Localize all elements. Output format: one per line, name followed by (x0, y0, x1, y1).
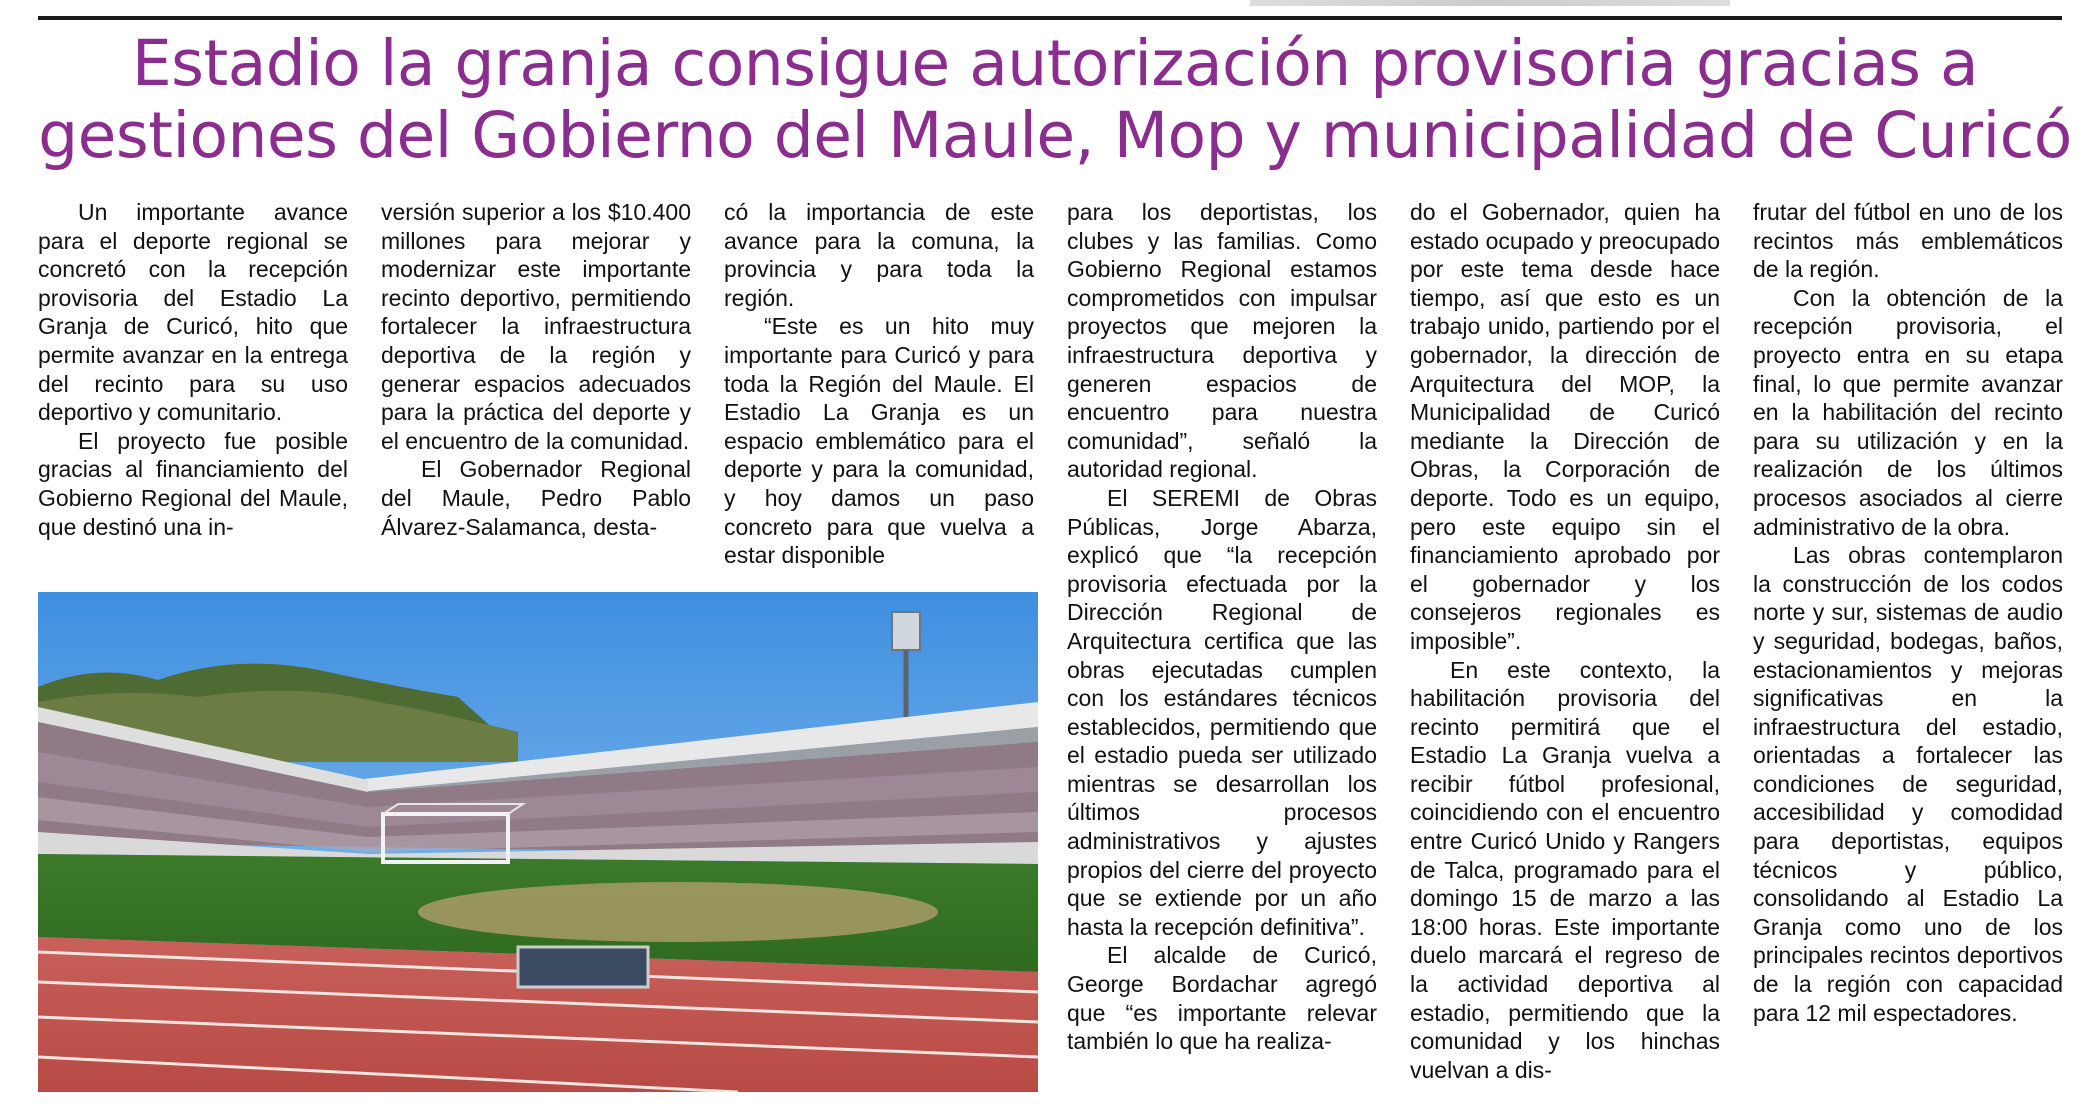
stadium-photo (38, 592, 1038, 1092)
paragraph: El Gobernador Regional del Maule, Pedro Pablo Álvarez-Salamanca, desta- (381, 456, 691, 540)
paragraph: Con la obtención de la recepción provisoria, el proyecto entra en su etapa final, lo que permite avanzar en la habilitación del recinto para su utilización y en la realización de los últimos procesos asociados al cierre administrativo de la obra. (1753, 284, 2063, 540)
paragraph: para los deportistas, los clubes y las familias. Como Gobierno Regional estamos comprometidos con impulsar proyectos que mejoren la infraestructura deportiva y generen espacios de encuentro para nuestra comunidad”, señaló la autoridad regional. (1067, 199, 1377, 483)
article-column-2 (381, 198, 691, 541)
paragraph: Las obras contemplaron la construcción de los codos norte y sur, sistemas de audio y seguridad, bodegas, baños, estacionamientos y mejoras significativas en la infraestructura del estadio, orientadas a fortalecer las condiciones de seguridad, accesibilidad y comodidad para deportistas, equipos técnicos y público, consolidando al Estadio La Granja como uno de los principales recintos deportivos de la región con capacidad para 12 mil espectadores. (1753, 542, 2063, 1026)
stadium-photo-illustration (38, 592, 1038, 1092)
article-column-5 (1410, 198, 1720, 1084)
paragraph: do el Gobernador, quien ha estado ocupado y preocupado por este tema desde hace tiempo, así que esto es un trabajo unido, partiendo por el gobernador, la dirección de Arquitectura del MOP, la Municipalidad de Curicó mediante la Dirección de Obras, la Corporación de deporte. Todo es un equipo, pero este equipo sin el financiamiento aprobado por el gobernador y los consejeros regionales es imposible”. (1410, 199, 1720, 654)
article-column-1 (38, 198, 348, 541)
article-column-6 (1753, 198, 2063, 1027)
headline-line-2: gestiones del Gobierno del Maule, Mop y municipalidad de Curicó (38, 99, 2072, 172)
headline-line-1: Estadio la granja consigue autorización provisoria gracias a (131, 27, 1979, 100)
headline (30, 28, 2080, 172)
paragraph: versión superior a los $10.400 millones para mejorar y modernizar este importante recinto deportivo, permitiendo fortalecer la infraestructura deportiva de la región y generar espacios adecuados para la práctica del deporte y el encuentro de la comunidad. (381, 199, 691, 454)
article-column-4 (1067, 198, 1377, 1056)
paragraph: El SEREMI de Obras Públicas, Jorge Abarza, explicó que “la recepción provisoria efectuada por la Dirección Regional de Arquitectura certifica que las obras ejecutadas cumplen con los estándares técnicos establecidos, permitiendo que el estadio pueda ser utilizado mientras se desarrollan los últimos procesos administrativos y ajustes propios del cierre del proyecto que se extiende por un año hasta la recepción definitiva”. (1067, 484, 1377, 940)
paragraph: En este contexto, la habilitación provisoria del recinto permitirá que el Estadio La Granja vuelva a recibir fútbol profesional, coincidiendo con el encuentro entre Curicó Unido y Rangers de Talca, programado para el domingo 15 de marzo a las 18:00 horas. Este importante duelo marcará el regreso de la actividad deportiva al estadio, permitiendo que la comunidad y los hinchas vuelvan a dis- (1410, 656, 1720, 1083)
paragraph: frutar del fútbol en uno de los recintos más emblemáticos de la región. (1753, 199, 2063, 283)
paragraph: có la importancia de este avance para la comuna, la provincia y para toda la región. (724, 199, 1034, 311)
header-strip (1250, 0, 1730, 6)
paragraph: “Este es un hito muy importante para Curicó y para toda la Región del Maule. El Estadio La Granja es un espacio emblemático para el deporte y para la comunidad, y hoy damos un paso concreto para que vuelva a estar disponible (724, 313, 1034, 569)
paragraph: El alcalde de Curicó, George Bordachar agregó que “es importante relevar también lo que ha realiza- (1067, 942, 1377, 1055)
article-column-3 (724, 198, 1034, 570)
paragraph: Un importante avance para el deporte regional se concretó con la recepción provisoria del Estadio La Granja de Curicó, hito que permite avanzar en la entrega del recinto para su uso deportivo y comunitario. (38, 199, 348, 426)
paragraph: El proyecto fue posible gracias al financiamiento del Gobierno Regional del Maule, que destinó una in- (38, 427, 348, 540)
top-rule (38, 16, 2062, 20)
